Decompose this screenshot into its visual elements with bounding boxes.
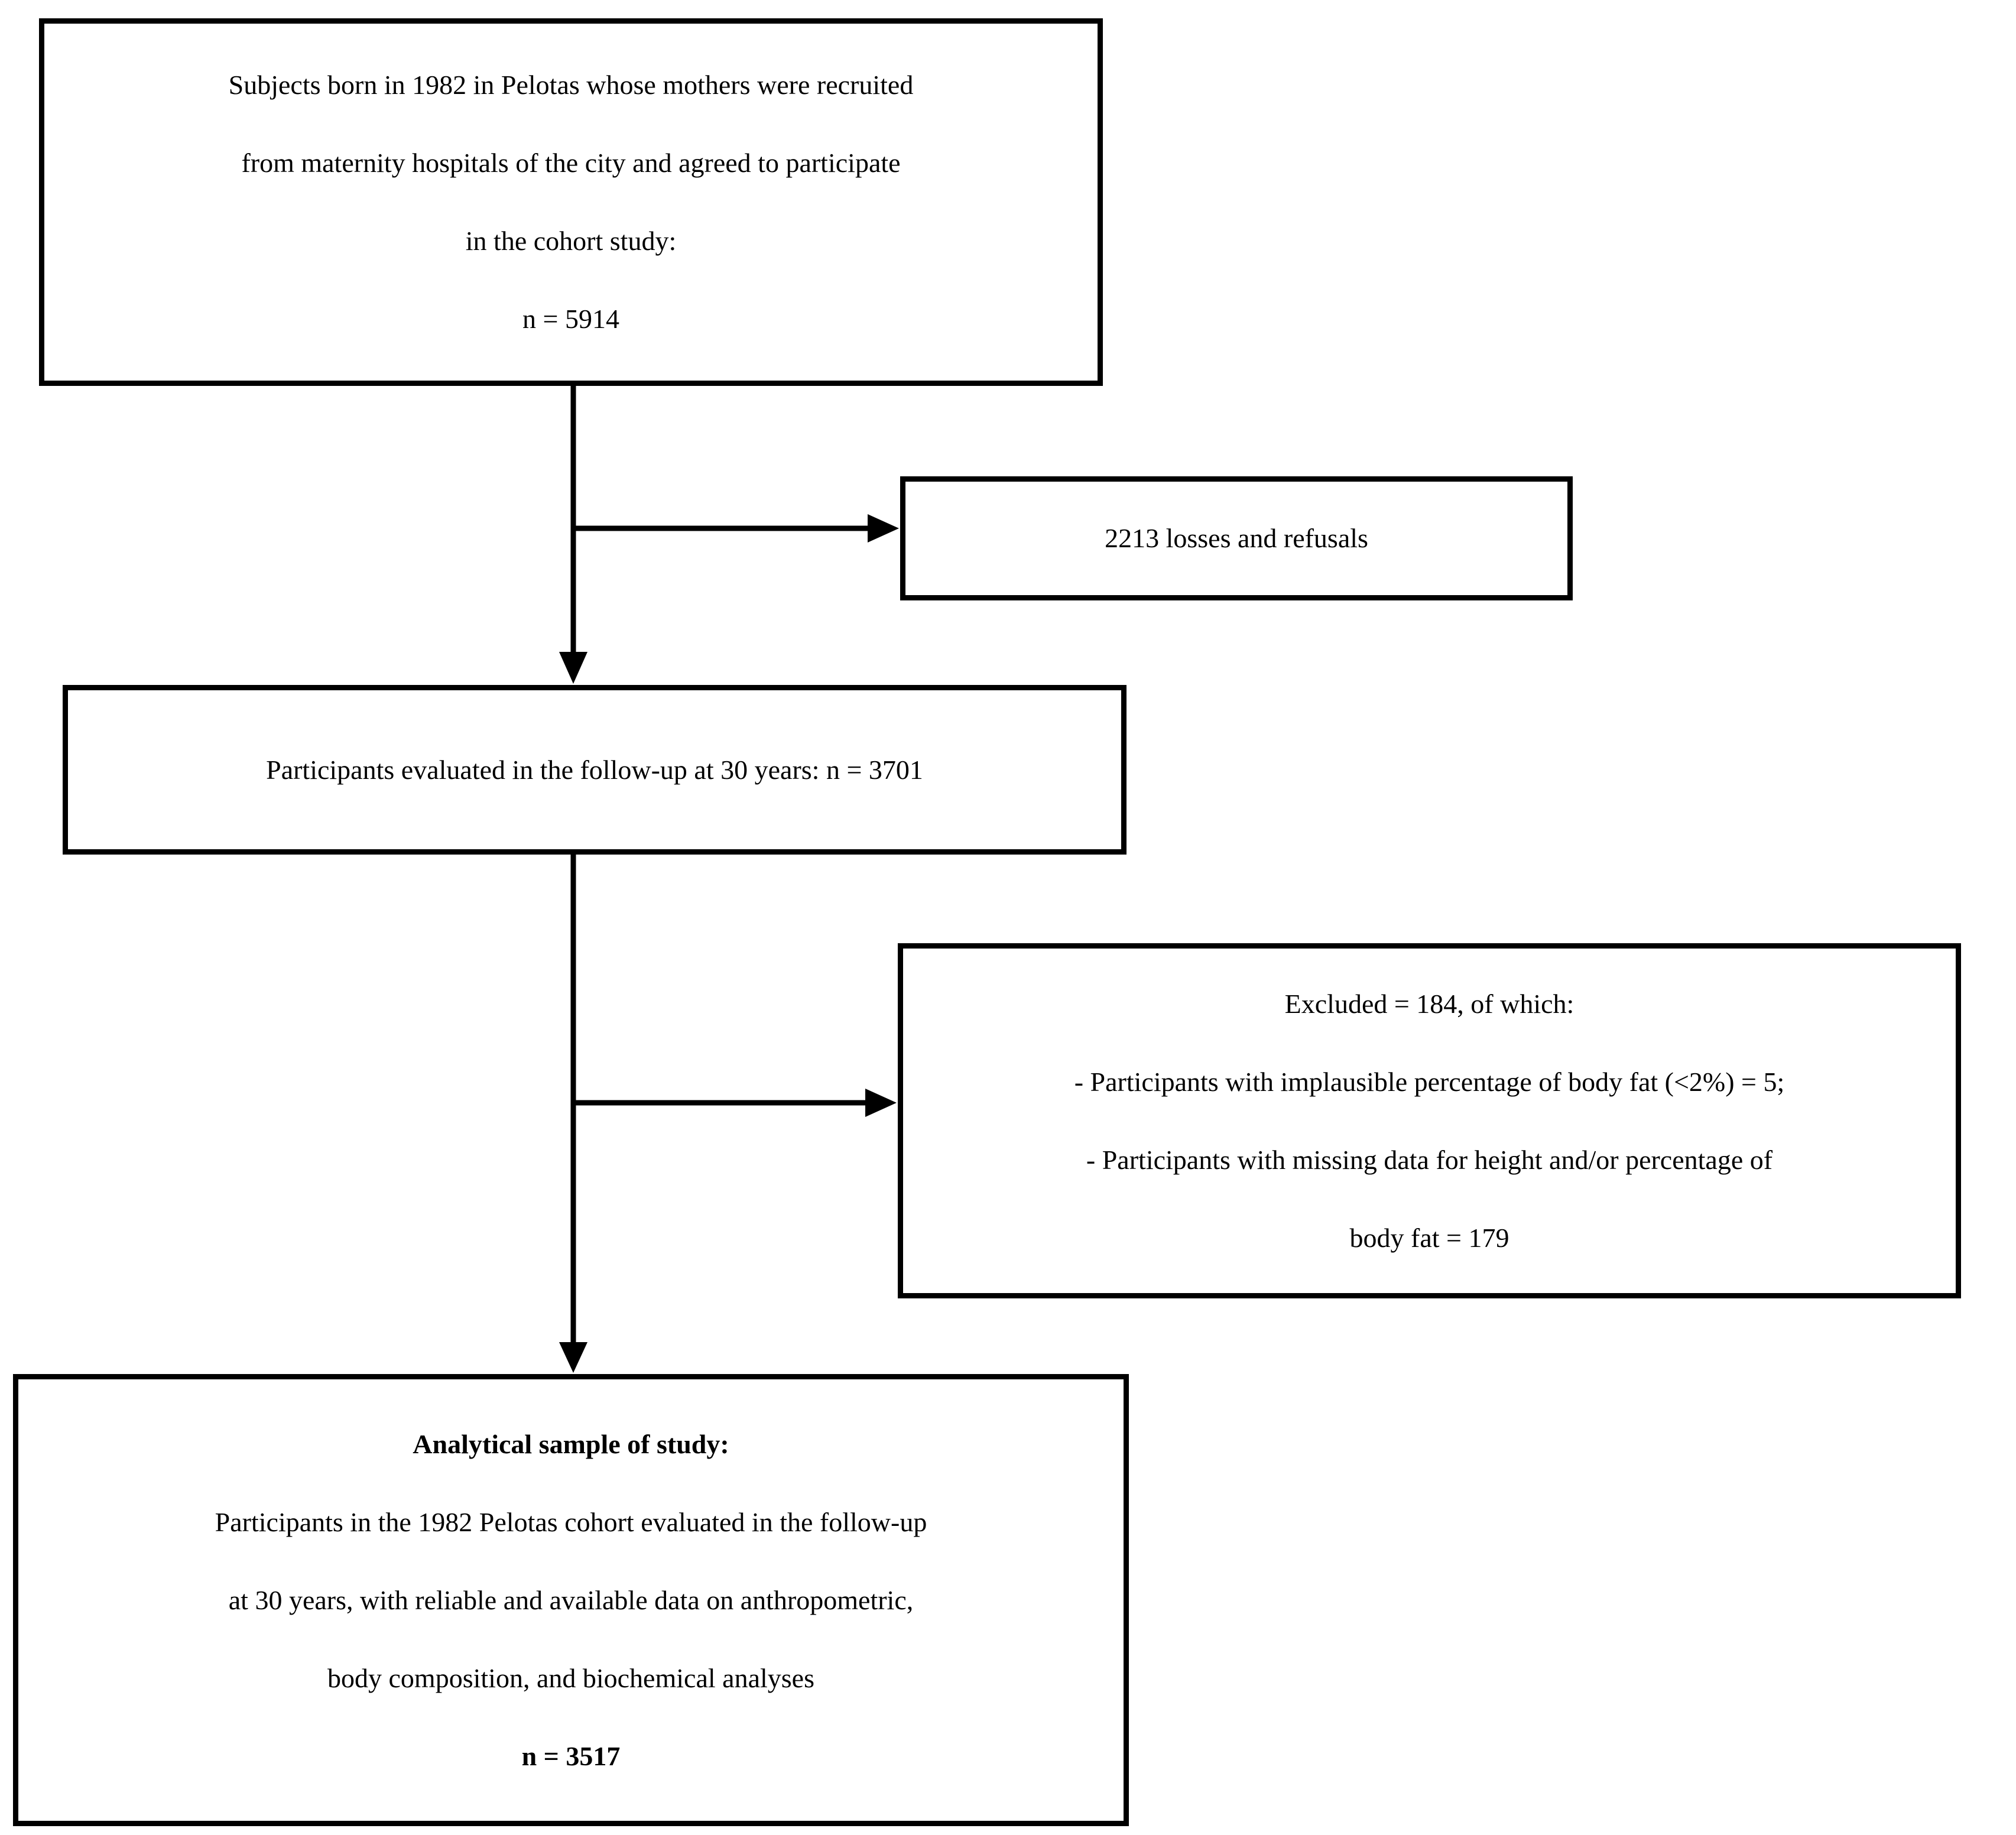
arrow-to-losses [571,514,899,543]
arrow-enrollment-to-followup [559,386,587,684]
excluded-item-implausible: - Participants with implausible percentage of body fat (<2%) = 5; [1074,1066,1785,1097]
enrollment-n-value: n = 5914 [522,304,619,334]
analytical-line-2: at 30 years, with reliable and available data on anthropometric, [228,1584,914,1615]
losses-text: 2213 losses and refusals [1105,523,1368,553]
enrollment-line-3: in the cohort study: [465,226,677,256]
box-analytical-sample [13,1374,1129,1826]
analytical-line-3: body composition, and biochemical analyses [327,1662,814,1693]
enrollment-line-1: Subjects born in 1982 in Pelotas whose mothers were recruited [228,70,914,100]
box-followup-30-years [63,685,1127,855]
excluded-item-missing-2: body fat = 179 [1349,1222,1509,1253]
analytical-title: Analytical sample of study: [413,1428,729,1459]
excluded-header: Excluded = 184, of which: [1284,988,1575,1019]
box-losses-refusals [900,476,1573,600]
analytical-line-1: Participants in the 1982 Pelotas cohort evaluated in the follow-up [215,1506,927,1537]
excluded-item-missing-1: - Participants with missing data for height and/or percentage of [1086,1144,1773,1175]
enrollment-line-2: from maternity hospitals of the city and agreed to participate [241,148,901,178]
arrow-to-excluded [571,1089,897,1117]
box-excluded [898,943,1961,1298]
arrow-followup-to-analytical [559,855,587,1373]
followup-text: Participants evaluated in the follow-up at 30 years: n = 3701 [266,754,923,785]
box-enrollment [39,18,1103,386]
analytical-n-value: n = 3517 [521,1740,621,1771]
